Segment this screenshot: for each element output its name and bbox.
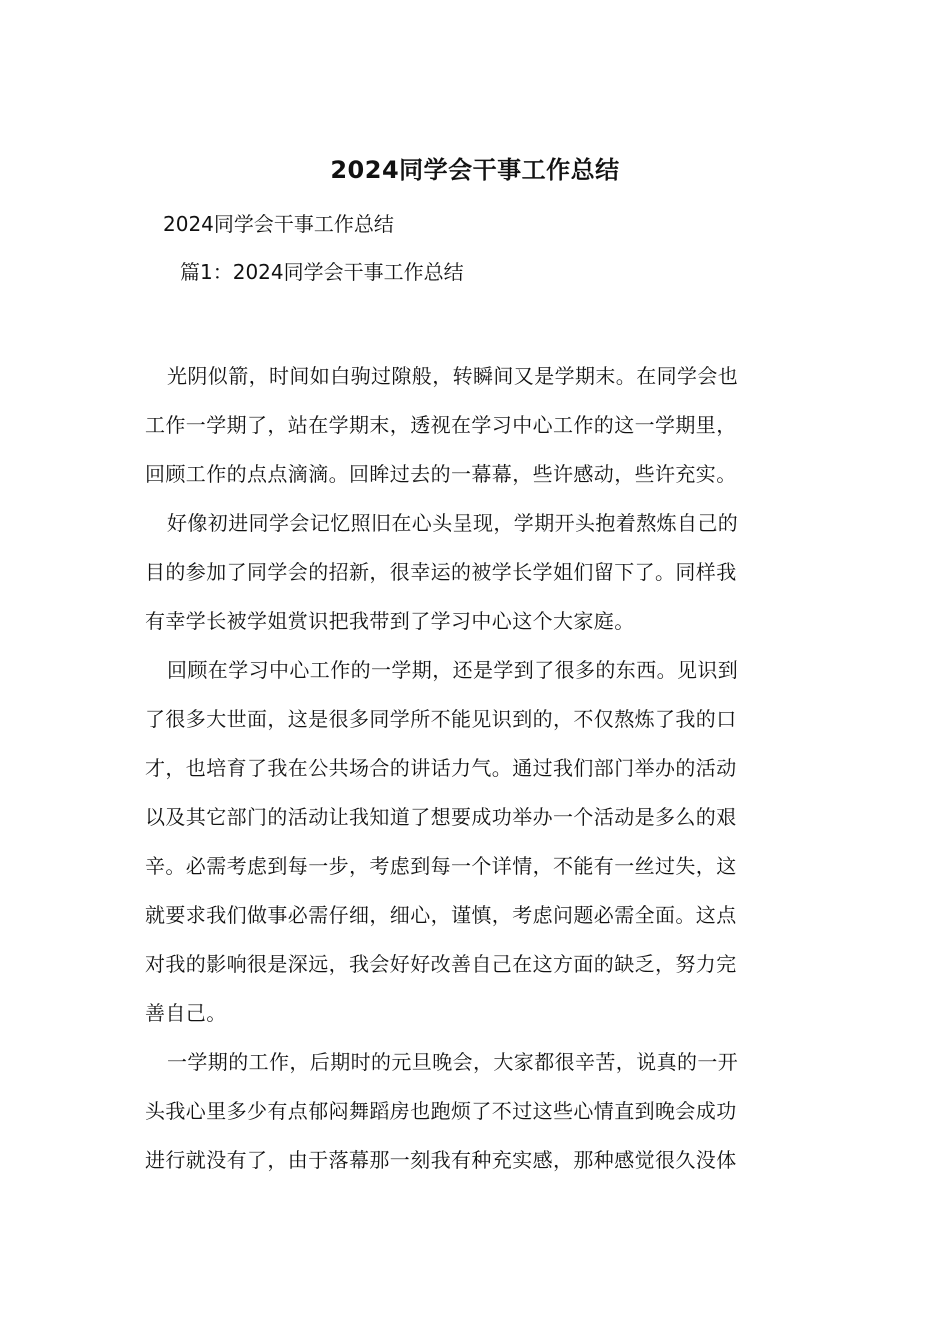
text-line: 光阴似箭，时间如白驹过隙般，转瞬间又是学期末。在同学会也 <box>167 364 739 388</box>
text-line: 对我的影响很是深远，我会好好改善自己在这方面的缺乏，努力完 <box>145 952 737 976</box>
body-text <box>145 352 810 1185</box>
text-line: 好像初进同学会记忆照旧在心头呈现，学期开头抱着熬炼自己的 <box>167 511 739 535</box>
text-line: 就要求我们做事必需仔细，细心，谨慎，考虑问题必需全面。这点 <box>145 903 737 927</box>
text-line: 回顾在学习中心工作的一学期，还是学到了很多的东西。见识到 <box>167 658 739 682</box>
text-line: 回顾工作的点点滴滴。回眸过去的一幕幕，些许感动，些许充实。 <box>145 462 737 486</box>
paragraph-2 <box>145 499 810 646</box>
document-subtitle: 2024同学会干事工作总结 <box>163 212 394 236</box>
text-line: 了很多大世面，这是很多同学所不能见识到的，不仅熬炼了我的口 <box>145 707 737 731</box>
text-line: 一学期的工作，后期时的元旦晚会，大家都很辛苦，说真的一开 <box>167 1050 739 1074</box>
text-line: 以及其它部门的活动让我知道了想要成功举办一个活动是多么的艰 <box>145 805 737 829</box>
paragraph-3 <box>145 646 810 1038</box>
chapter-heading: 篇1：2024同学会干事工作总结 <box>180 260 464 284</box>
text-line: 才，也培育了我在公共场合的讲话力气。通过我们部门举办的活动 <box>145 756 737 780</box>
text-line: 目的参加了同学会的招新，很幸运的被学长学姐们留下了。同样我 <box>145 560 737 584</box>
text-line: 头我心里多少有点郁闷舞蹈房也跑烦了不过这些心情直到晚会成功 <box>145 1099 737 1123</box>
paragraph-4 <box>145 1038 810 1185</box>
text-line: 善自己。 <box>145 1001 227 1025</box>
document-title: 2024同学会干事工作总结 <box>330 156 620 184</box>
text-line: 有幸学长被学姐赏识把我带到了学习中心这个大家庭。 <box>145 609 635 633</box>
text-line: 工作一学期了，站在学期末，透视在学习中心工作的这一学期里， <box>145 413 737 437</box>
text-line: 进行就没有了，由于落幕那一刻我有种充实感，那种感觉很久没体 <box>145 1148 737 1172</box>
text-line: 辛。必需考虑到每一步，考虑到每一个详情，不能有一丝过失，这 <box>145 854 737 878</box>
paragraph-1 <box>145 352 810 499</box>
